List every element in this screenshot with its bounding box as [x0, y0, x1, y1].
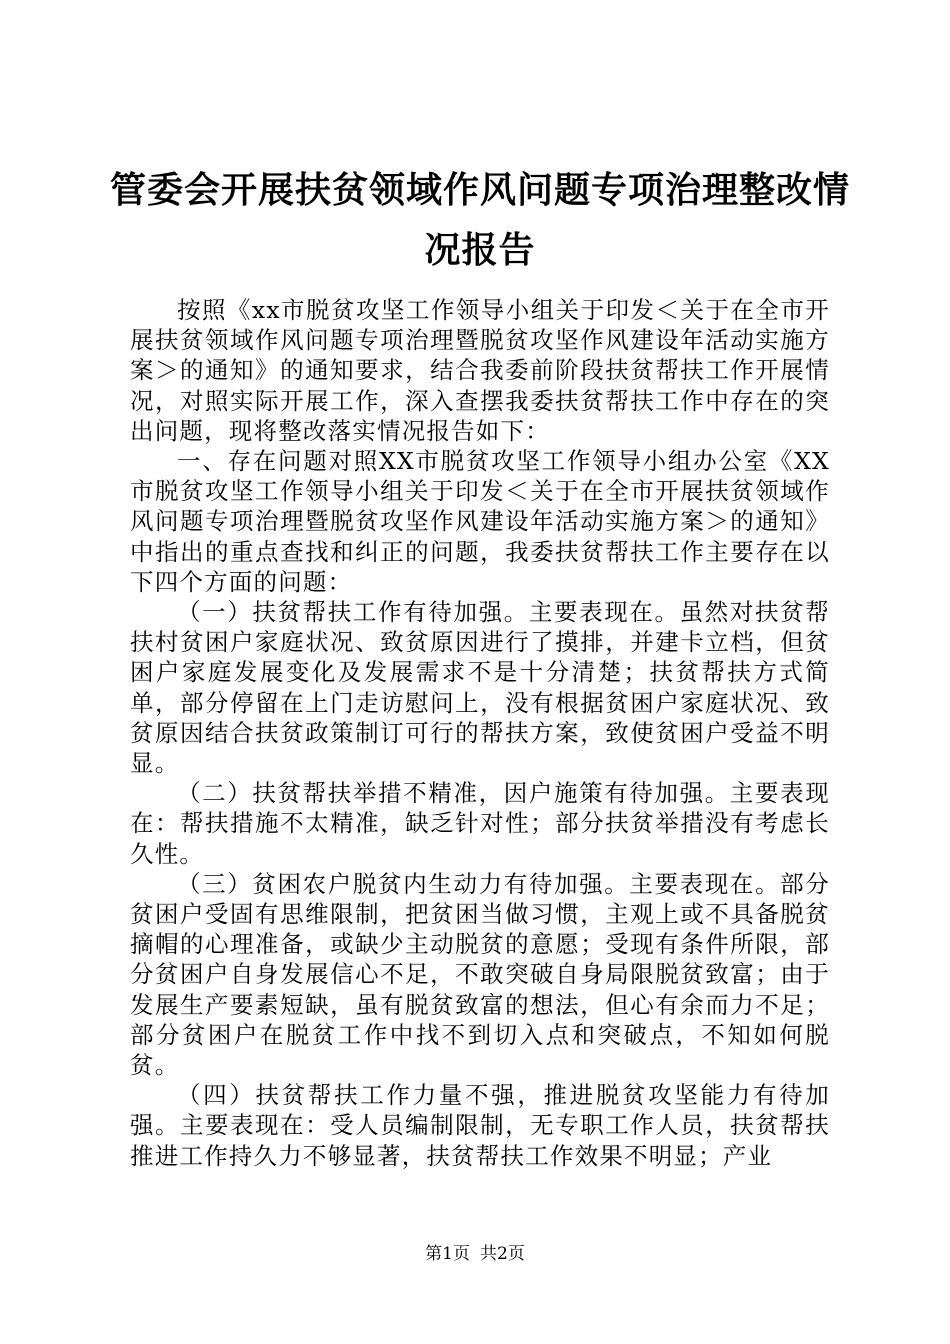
paragraph-item-1: （一）扶贫帮扶工作有待加强。主要表现在。虽然对扶贫帮扶村贫困户家庭状况、致贫原因进行了摸排，并建卡立档，但贫困户家庭发展变化及发展需求不是十分清楚；扶贫帮扶方式简单，部分停留在上门走访慰问上，没有根据贫困户家庭状况、致贫原因结合扶贫政策制订可行的帮扶方案，致使贫困户受益不明显。	[130, 598, 830, 778]
page-total: 共2页	[480, 1244, 525, 1264]
page-footer	[0, 1243, 950, 1265]
paragraph-intro: 按照《xx市脱贫攻坚工作领导小组关于印发＜关于在全市开展扶贫领域作风问题专项治理暨脱贫攻坚作风建设年活动实施方案＞的通知》的通知要求，结合我委前阶段扶贫帮扶工作开展情况，对照实际开展工作，深入查摆我委扶贫帮扶工作中存在的突出问题，现将整改落实情况报告如下：	[130, 296, 830, 445]
document-body	[130, 295, 830, 1171]
paragraph-item-4: （四）扶贫帮扶工作力量不强，推进脱贫攻坚能力有待加强。主要表现在：受人员编制限制，无专职工作人员，扶贫帮扶推进工作持久力不够显著，扶贫帮扶工作效果不明显；产业	[130, 1081, 830, 1170]
page-number: 第1页	[425, 1244, 470, 1264]
paragraph-item-3: （三）贫困农户脱贫内生动力有待加强。主要表现在。部分贫困户受固有思维限制，把贫困当做习惯，主观上或不具备脱贫摘帽的心理准备，或缺少主动脱贫的意愿；受现有条件所限，部分贫困户自身发展信心不足，不敢突破自身局限脱贫致富；由于发展生产要素短缺，虽有脱贫致富的想法，但心有余而力不足；部分贫困户在脱贫工作中找不到切入点和突破点，不知如何脱贫。	[130, 869, 830, 1080]
document-title: 管委会开展扶贫领域作风问题专项治理整改情况报告	[110, 169, 851, 271]
paragraph-section-1: 一、存在问题对照XX市脱贫攻坚工作领导小组办公室《XX市脱贫攻坚工作领导小组关于印发＜关于在全市开展扶贫领域作风问题专项治理暨脱贫攻坚作风建设年活动实施方案＞的通知》中指出的重点查找和纠正的问题，我委扶贫帮扶工作主要存在以下四个方面的问题：	[130, 447, 830, 596]
paragraph-item-2: （二）扶贫帮扶举措不精准，因户施策有待加强。主要表现在：帮扶措施不太精准，缺乏针对性；部分扶贫举措没有考虑长久性。	[130, 779, 830, 868]
